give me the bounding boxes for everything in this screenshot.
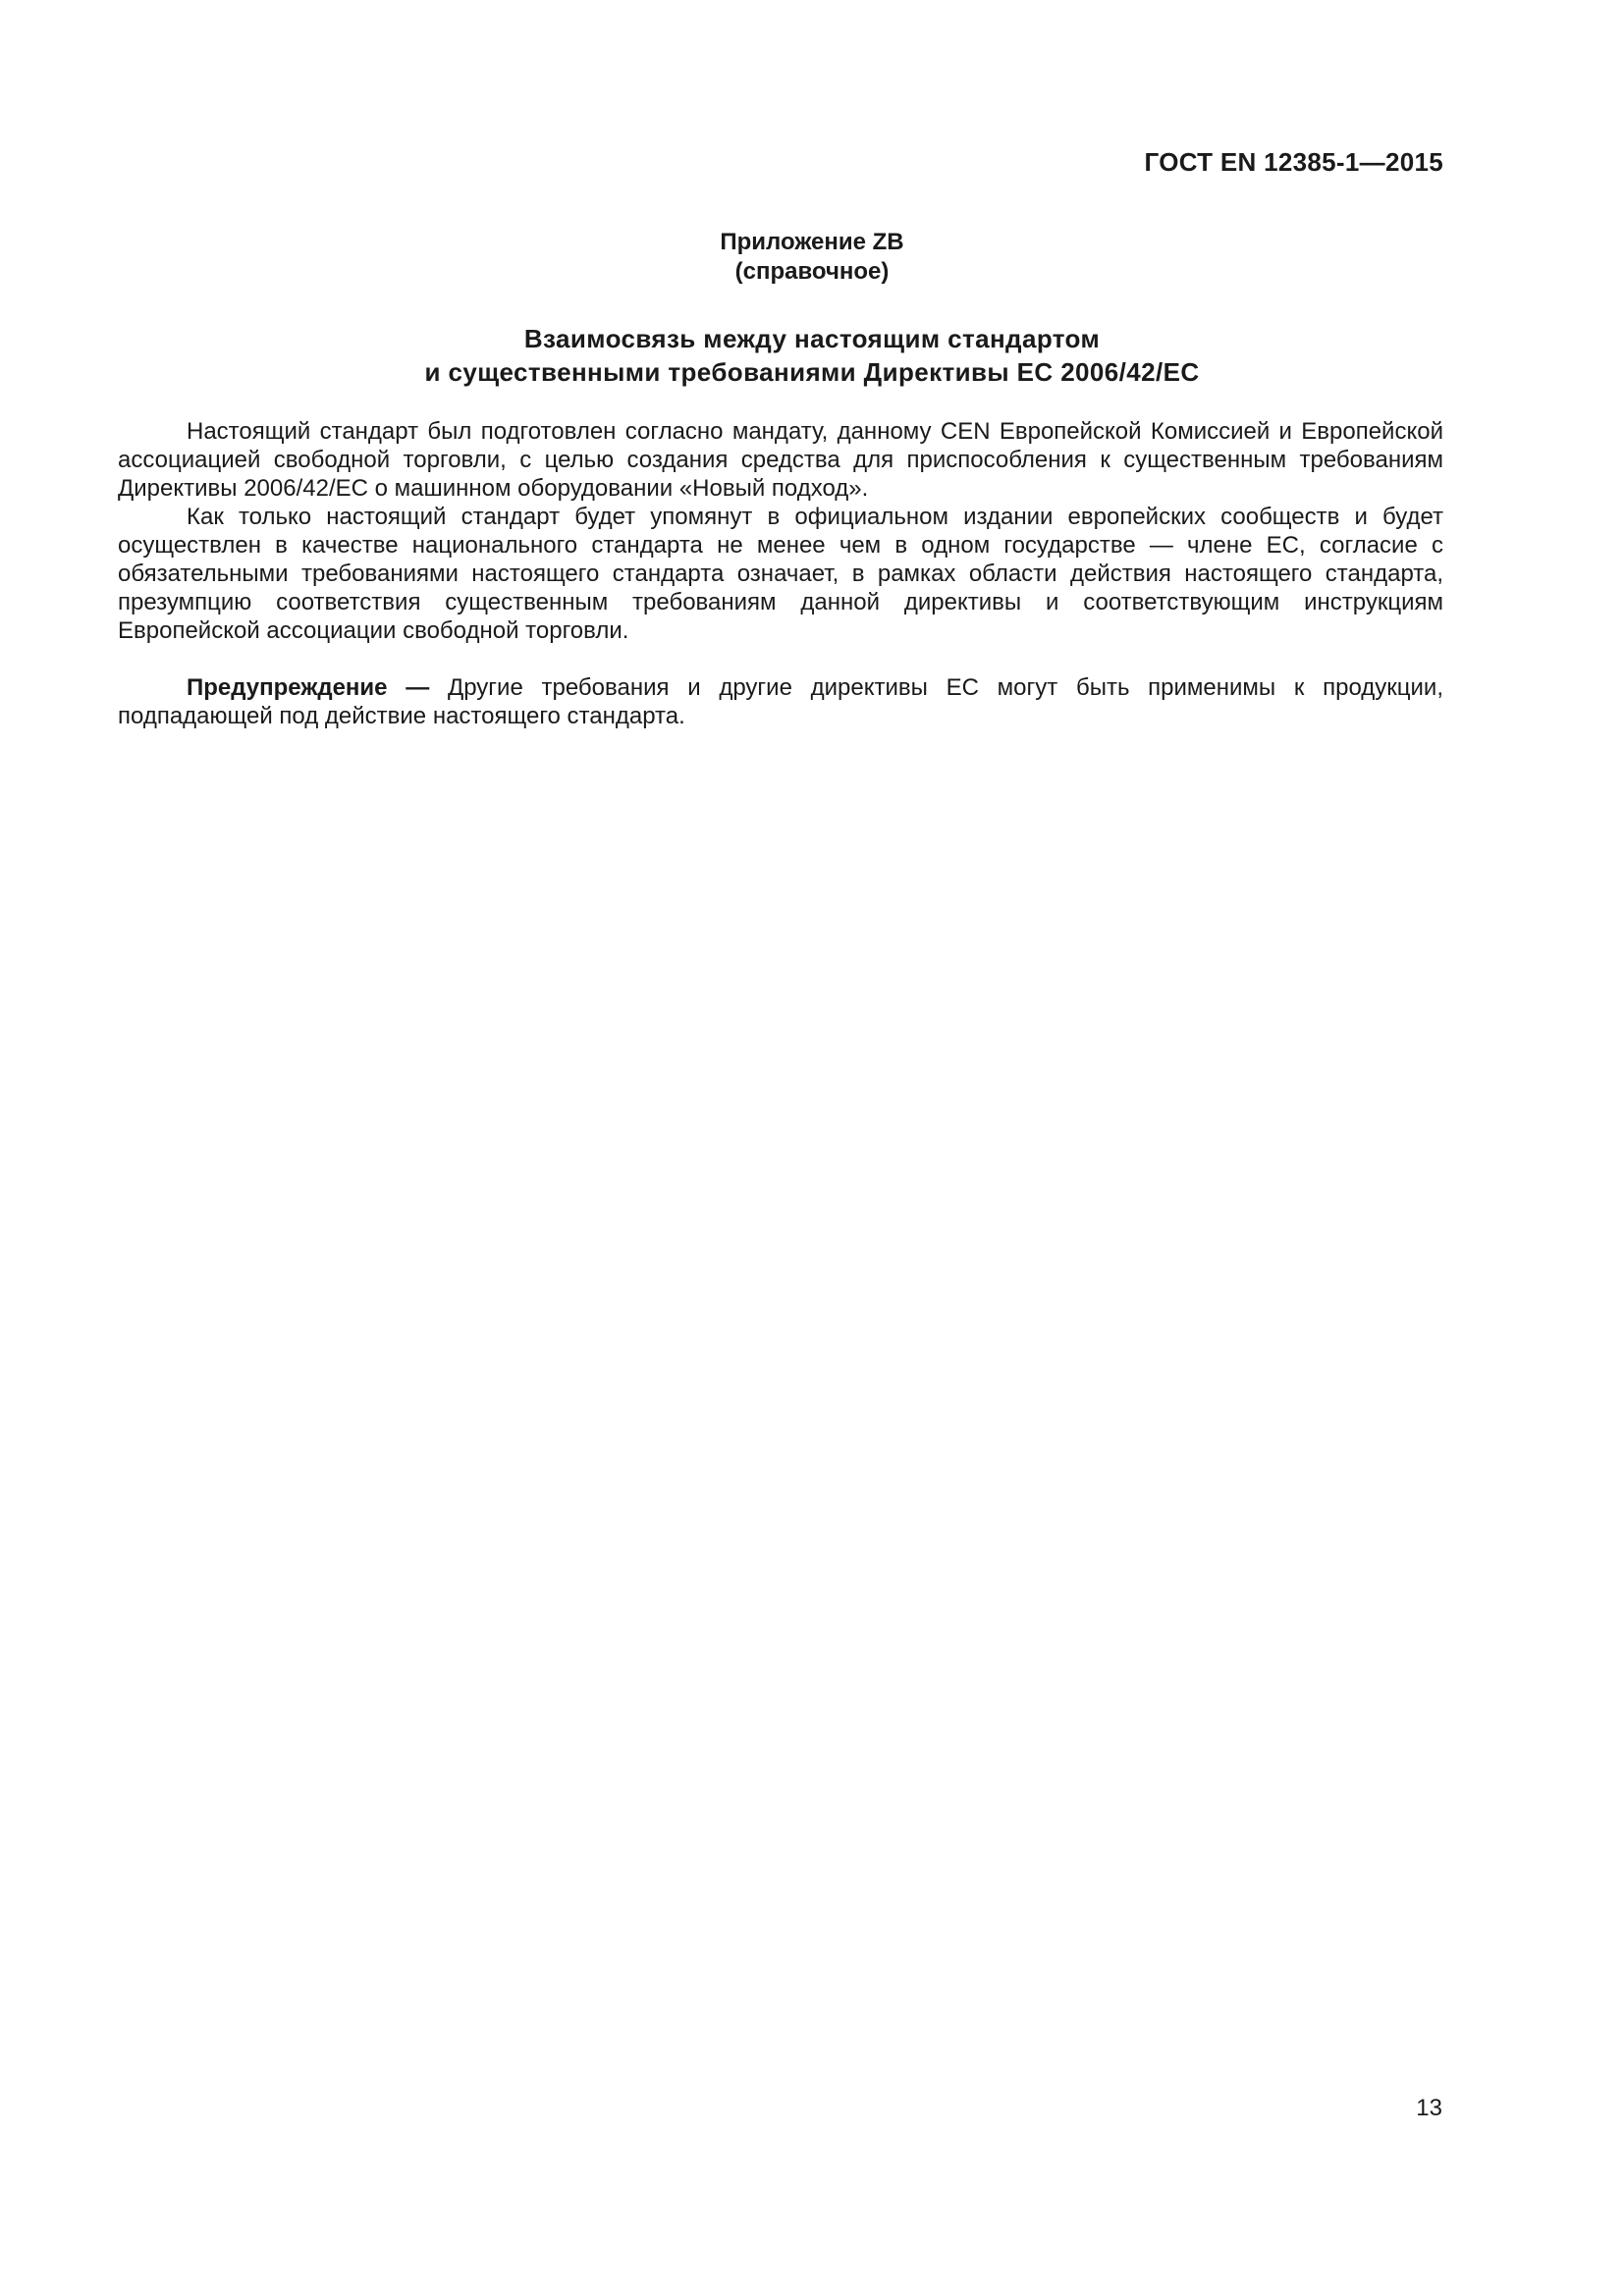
paragraph-warning: [118, 673, 1443, 730]
title-line-2: и существенными требованиями Директивы ЕС 2006/42/ЕС: [424, 357, 1200, 387]
body-text: [118, 417, 1443, 730]
annex-label: Приложение ZB: [720, 229, 904, 255]
warning-text: Другие требования и другие директивы ЕС могут быть применимы к продукции, подпадающей под действие настоящего стандарта.: [118, 674, 1444, 729]
annex-status: (справочное): [734, 258, 890, 285]
title-line-1: Взаимосвязь между настоящим стандартом: [523, 324, 1101, 353]
annex-heading: [0, 228, 1624, 287]
paragraph-mandate: Настоящий стандарт был подготовлен согласно мандату, данному CEN Европейской Комиссией и Европейской ассоциацией свободной торговли, с целью создания средства для приспособления к существенным требованиям Директивы 2006/42/ЕС о машинном оборудовании «Новый подход».: [118, 418, 1443, 502]
paragraph-presumption: Как только настоящий стандарт будет упомянут в официальном издании европейских сообществ и будет осуществлен в качестве национального стандарта не менее чем в одном государстве — члене ЕС, согласие с обязательными требованиями настоящего стандарта означает, в рамках области действия настоящего стандарта, презумпцию соответствия существенным требованиям данной директивы и соответствующим инструкциям Европейской ассоциации свободной торговли.: [118, 504, 1443, 644]
warning-label: Предупреждение —: [187, 674, 430, 701]
section-title: [0, 322, 1624, 389]
document-code: ГОСТ EN 12385-1—2015: [1144, 147, 1443, 177]
page-number: 13: [1416, 2095, 1442, 2121]
